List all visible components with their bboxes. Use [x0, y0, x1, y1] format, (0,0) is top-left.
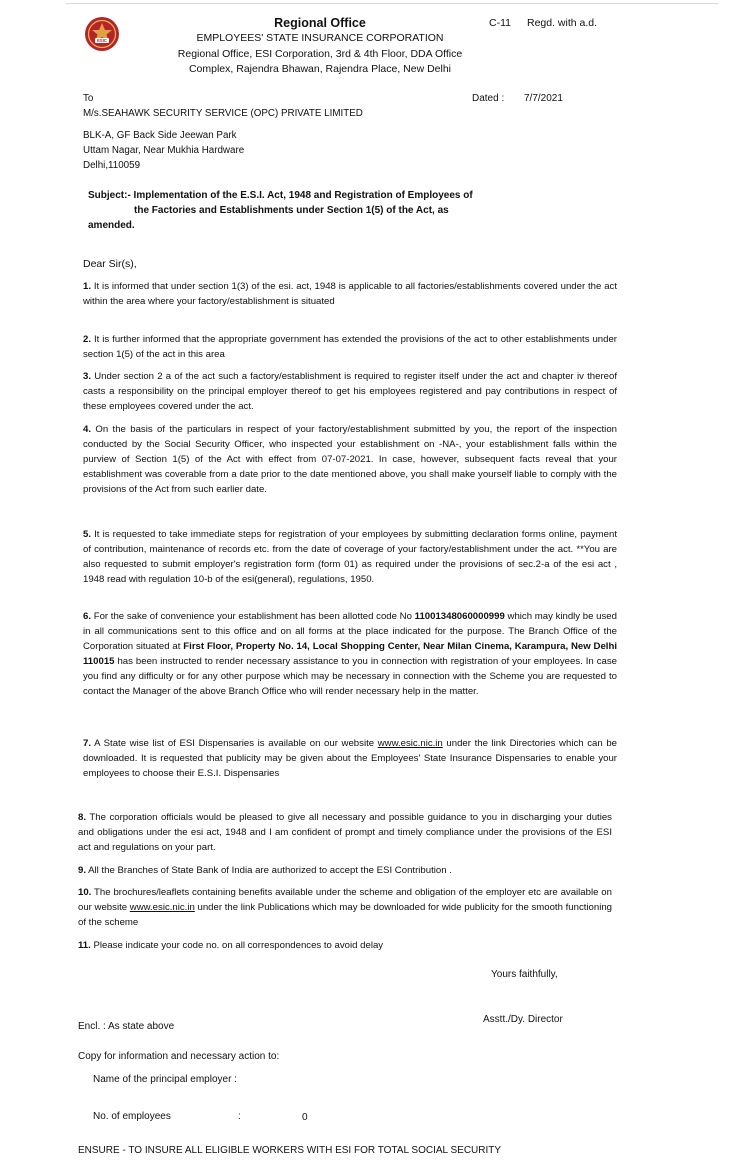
- signatory-designation: Asstt./Dy. Director: [483, 1014, 563, 1025]
- paragraph-6-text-c: has been instructed to render necessary assistance to you in connection with registration of your employees. In case you find any difficulty or for any other purpose which may be necessary in connection with the Scheme you are requested to contact the Manager of the above Branch Office who will render necessary help in the matter.: [83, 656, 617, 697]
- paragraph-6: [83, 609, 617, 699]
- yours-faithfully: Yours faithfully,: [491, 969, 558, 980]
- org-name: EMPLOYEES' STATE INSURANCE CORPORATION: [196, 32, 444, 44]
- paragraph-10: [78, 885, 612, 930]
- paragraph-4: [83, 422, 617, 497]
- paragraph-8: [78, 810, 612, 855]
- principal-employer-label: Name of the principal employer :: [93, 1074, 237, 1085]
- office-address-line-2: Complex, Rajendra Bhawan, Rajendra Place, New Delhi: [188, 63, 452, 75]
- paragraph-8-number: 8.: [78, 812, 87, 823]
- paragraph-6-text-b: which may kindly be used in all communications sent to this office and on all forms at the place indicated for the purpose. The Branch Office of the Corporation situated at: [83, 611, 617, 652]
- esic-logo: [84, 16, 120, 52]
- paragraph-6-text-a: For the sake of convenience your establishment has been allotted code No: [93, 611, 412, 622]
- paragraph-9-text: All the Branches of State Bank of India are authorized to accept the ESI Contribution .: [88, 865, 452, 876]
- svg-text:ESIC: ESIC: [97, 38, 107, 43]
- paragraph-3: [83, 369, 617, 414]
- paragraph-10-text-b: under the link Publications which may be downloaded for wide publicity for the smooth functioning of the scheme: [78, 902, 613, 928]
- paragraph-1-number: 1.: [83, 281, 92, 292]
- dated-label: Dated :: [472, 93, 505, 104]
- salutation: Dear Sir(s),: [83, 258, 137, 270]
- ensure-slogan: ENSURE - TO INSURE ALL ELIGIBLE WORKERS WITH ESI FOR TOTAL SOCIAL SECURITY: [78, 1145, 502, 1156]
- office-title: Regional Office: [274, 16, 366, 30]
- paragraph-5: [83, 527, 617, 587]
- employees-count-colon: :: [238, 1111, 241, 1122]
- paragraph-11-number: 11.: [78, 940, 91, 951]
- subject-line-1: Subject:- Implementation of the E.S.I. Act, 1948 and Registration of Employees of: [88, 190, 473, 201]
- to-label: To: [83, 93, 94, 104]
- paragraph-8-text: The corporation officials would be pleased to give all necessary and possible guidance to you in discharging your duties and obligations under the esi act, 1948 and I am confident of prompt and timely compliance under the provisions of the ESI act and regulations on your part.: [78, 812, 612, 853]
- dated-value: 7/7/2021: [524, 93, 563, 104]
- copy-to-label: Copy for information and necessary action to:: [78, 1051, 280, 1062]
- paragraph-11: [78, 938, 612, 953]
- paragraph-4-number: 4.: [83, 424, 92, 435]
- paragraph-2-text: It is further informed that the appropriate government has extended the provisions of the act to other establishments under section 1(5) of the act in this area: [83, 334, 617, 360]
- paragraph-5-text: It is requested to take immediate steps for registration of your employees by submitting declaration forms online, payment of contribution, maintenance of records etc. from the date of coverage of your factory/establishment under the act. **You are also requested to submit employer's registration form (form 01) as required under the provisions of sec.2-a of the esi act , 1948 read with regulation 10-b of the esi(general), regulations, 1950.: [83, 529, 617, 585]
- paragraph-2: [83, 332, 617, 362]
- branch-office-address: First Floor, Property No. 14, Local Shopping Center, Near Milan Cinema, Karampura, New Delhi 110015: [83, 641, 617, 667]
- paragraph-10-number: 10.: [78, 887, 92, 898]
- employees-count-value: 0: [302, 1112, 308, 1123]
- paragraph-6-number: 6.: [83, 611, 92, 622]
- recipient-address-2: Uttam Nagar, Near Mukhia Hardware: [83, 145, 245, 156]
- paragraph-9-number: 9.: [78, 865, 87, 876]
- paragraph-11-text: Please indicate your code no. on all correspondences to avoid delay: [93, 940, 384, 951]
- esic-publications-link[interactable]: www.esic.nic.in: [129, 902, 195, 913]
- paragraph-5-number: 5.: [83, 529, 92, 540]
- paragraph-7-text-a: A State wise list of ESI Dispensaries is available on our website: [94, 738, 375, 749]
- paragraph-3-number: 3.: [83, 371, 92, 382]
- esic-website-link[interactable]: www.esic.nic.in: [377, 738, 443, 749]
- office-address-line-1: Regional Office, ESI Corporation, 3rd & 4th Floor, DDA Office: [177, 48, 463, 60]
- employees-count-label: No. of employees: [93, 1111, 171, 1122]
- paragraph-7-text-b: under the link Directories which can be downloaded. It is requested that publicity may be given about the Employees' State Insurance Dispensaries to enable your employees to choose their E.S.I. Dispensaries: [83, 738, 617, 779]
- subject-line-3: amended.: [88, 220, 135, 231]
- paragraph-10-text-a: The brochures/leaflets containing benefits available under the scheme and obligation of the employer etc are available on our website: [78, 887, 612, 913]
- recipient-address-1: BLK-A, GF Back Side Jeewan Park: [83, 130, 237, 141]
- paragraph-4-text: On the basis of the particulars in respect of your factory/establishment submitted by you, the report of the inspection conducted by the Social Security Officer, who inspected your establishment on -NA-, your establishment falls within the purview of Section 1(5) of the Act with effect from 07-07-2021. In case, however, subsequent facts reveal that your establishment was coverable from a date prior to the date mentioned above, you shall make yourself liable to comply with the provisions of the Act from such earlier date.: [83, 424, 617, 495]
- subject-line-2: the Factories and Establishments under Section 1(5) of the Act, as: [134, 205, 449, 216]
- top-border-line: [66, 3, 718, 4]
- regd-note: Regd. with a.d.: [527, 17, 598, 29]
- enclosure-note: Encl. : As state above: [78, 1021, 175, 1032]
- recipient-address-3: Delhi,110059: [83, 160, 141, 171]
- paragraph-2-number: 2.: [83, 334, 92, 345]
- recipient-name: M/s.SEAHAWK SECURITY SERVICE (OPC) PRIVATE LIMITED: [83, 108, 363, 119]
- form-code: C-11: [489, 17, 511, 29]
- paragraph-9: [78, 863, 612, 878]
- paragraph-3-text: Under section 2 a of the act such a factory/establishment is required to register itself under the act and chapter iv thereof casts a responsibility on the principal employer thereof to get his employees registered and pay contributions in respect of these employees covered under the act.: [83, 371, 617, 412]
- paragraph-1: [83, 279, 617, 309]
- paragraph-1-text: It is informed that under section 1(3) of the esi. act, 1948 is applicable to all factories/establishments covered under the act within the area where your factory/establishment is situated: [83, 281, 617, 307]
- paragraph-7-number: 7.: [83, 738, 92, 749]
- paragraph-7: [83, 736, 617, 781]
- employer-code: 11001348060000999: [414, 611, 505, 622]
